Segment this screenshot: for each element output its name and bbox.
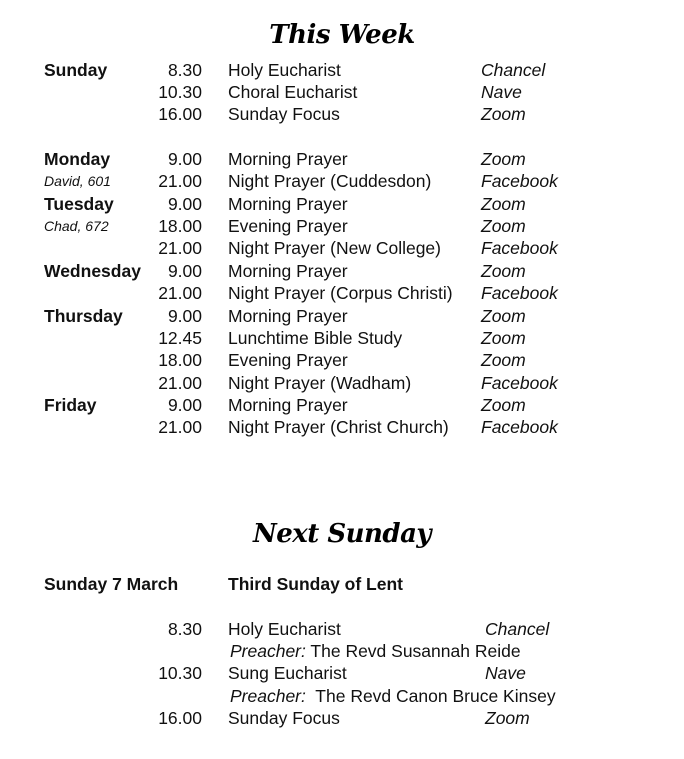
next-sunday-date: Sunday 7 March xyxy=(44,574,179,594)
service-name: Night Prayer (Christ Church) xyxy=(228,417,449,437)
schedule-row xyxy=(0,282,684,304)
service-name: Sunday Focus xyxy=(228,708,340,728)
service-name: Night Prayer (Corpus Christi) xyxy=(228,283,453,303)
service-time: 21.00 xyxy=(158,283,202,303)
service-time: 12.45 xyxy=(158,328,202,348)
service-time: 8.30 xyxy=(167,60,202,80)
service-name: Morning Prayer xyxy=(228,395,348,415)
preacher-name: The Revd Susannah Reide xyxy=(310,641,521,661)
preacher-label: Preacher: xyxy=(230,686,306,706)
schedule-row xyxy=(0,372,684,394)
service-venue: Zoom xyxy=(481,149,526,169)
day-label: Wednesday xyxy=(44,261,141,281)
service-name: Holy Eucharist xyxy=(228,619,341,639)
service-name: Holy Eucharist xyxy=(228,60,341,80)
service-venue: Nave xyxy=(485,663,526,683)
service-venue: Zoom xyxy=(481,261,526,281)
service-time: 9.00 xyxy=(167,149,202,169)
schedule-row xyxy=(0,349,684,371)
schedule-row xyxy=(0,707,684,729)
service-name: Lunchtime Bible Study xyxy=(228,328,403,348)
day-label: Tuesday xyxy=(44,194,114,214)
preacher-line xyxy=(230,685,556,707)
service-venue: Chancel xyxy=(481,60,546,80)
service-time: 16.00 xyxy=(158,708,202,728)
schedule-row xyxy=(0,305,684,327)
service-time: 21.00 xyxy=(158,373,202,393)
service-venue: Zoom xyxy=(481,306,526,326)
service-time: 9.00 xyxy=(167,395,202,415)
saint-commemoration: Chad, 672 xyxy=(44,218,109,234)
service-venue: Facebook xyxy=(481,238,558,258)
service-name: Morning Prayer xyxy=(228,149,348,169)
service-name: Evening Prayer xyxy=(228,350,348,370)
service-name: Night Prayer (Wadham) xyxy=(228,373,412,393)
preacher-line xyxy=(230,640,521,662)
service-name: Sunday Focus xyxy=(228,104,340,124)
schedule-row xyxy=(0,193,684,215)
service-time: 9.00 xyxy=(167,194,202,214)
next-sunday-header-row xyxy=(0,573,684,595)
service-name: Morning Prayer xyxy=(228,194,348,214)
service-time: 21.00 xyxy=(158,417,202,437)
service-time: 18.00 xyxy=(158,216,202,236)
schedule-row xyxy=(0,662,684,684)
service-time: 21.00 xyxy=(158,238,202,258)
schedule-row xyxy=(0,394,684,416)
service-name: Night Prayer (New College) xyxy=(228,238,441,258)
service-time: 9.00 xyxy=(167,306,202,326)
service-venue: Zoom xyxy=(481,328,526,348)
schedule-row xyxy=(0,103,684,125)
service-venue: Zoom xyxy=(481,104,526,124)
service-time: 10.30 xyxy=(158,82,202,102)
preacher-row xyxy=(0,640,684,662)
service-time: 8.30 xyxy=(167,619,202,639)
service-venue: Facebook xyxy=(481,283,558,303)
service-venue: Zoom xyxy=(485,708,530,728)
liturgical-occasion: Third Sunday of Lent xyxy=(228,574,403,594)
schedule-row xyxy=(0,59,684,81)
service-time: 9.00 xyxy=(167,261,202,281)
service-venue: Zoom xyxy=(481,395,526,415)
schedule-row xyxy=(0,81,684,103)
service-name: Choral Eucharist xyxy=(228,82,358,102)
day-label: Thursday xyxy=(44,306,123,326)
service-venue: Chancel xyxy=(485,619,550,639)
service-name: Morning Prayer xyxy=(228,261,348,281)
service-time: 18.00 xyxy=(158,350,202,370)
service-name: Evening Prayer xyxy=(228,216,348,236)
service-name: Morning Prayer xyxy=(228,306,348,326)
day-label: Sunday xyxy=(44,60,108,80)
schedule-row xyxy=(0,618,684,640)
service-venue: Zoom xyxy=(481,194,526,214)
schedule-row xyxy=(0,260,684,282)
preacher-label: Preacher: xyxy=(230,641,306,661)
service-time: 21.00 xyxy=(158,171,202,191)
schedule-row xyxy=(0,215,684,237)
service-venue: Facebook xyxy=(481,373,558,393)
service-venue: Zoom xyxy=(481,350,526,370)
service-venue: Facebook xyxy=(481,171,558,191)
day-label: Monday xyxy=(44,149,111,169)
schedule-row xyxy=(0,237,684,259)
schedule-row xyxy=(0,148,684,170)
day-label: Friday xyxy=(44,395,97,415)
schedule-row xyxy=(0,170,684,192)
service-time: 16.00 xyxy=(158,104,202,124)
preacher-name: The Revd Canon Bruce Kinsey xyxy=(315,686,556,706)
service-name: Night Prayer (Cuddesdon) xyxy=(228,171,432,191)
service-name: Sung Eucharist xyxy=(228,663,347,683)
schedule-row xyxy=(0,327,684,349)
preacher-row xyxy=(0,685,684,707)
service-time: 10.30 xyxy=(158,663,202,683)
service-venue: Facebook xyxy=(481,417,558,437)
this-week-heading: This Week xyxy=(269,20,415,50)
schedule-row xyxy=(0,416,684,438)
service-venue: Zoom xyxy=(481,216,526,236)
next-sunday-heading: Next Sunday xyxy=(252,519,432,549)
service-venue: Nave xyxy=(481,82,522,102)
saint-commemoration: David, 601 xyxy=(44,173,111,189)
